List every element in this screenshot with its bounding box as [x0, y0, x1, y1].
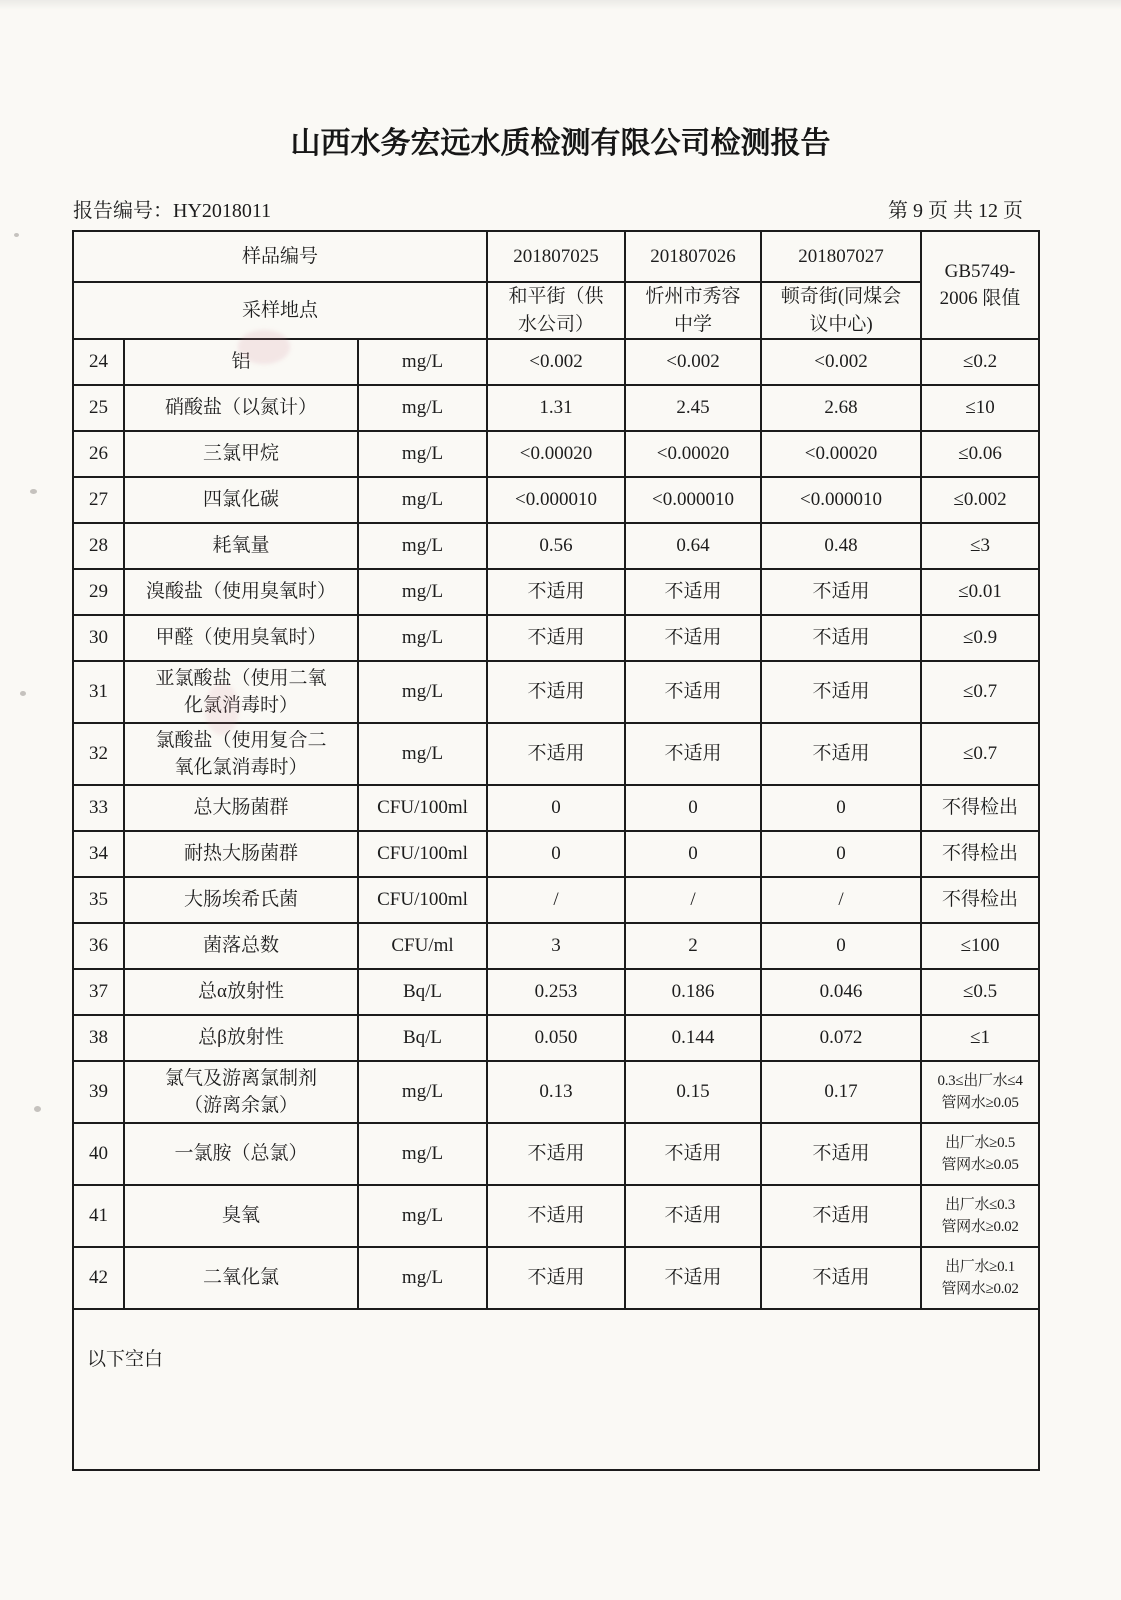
row-number: 41 — [73, 1185, 124, 1247]
param-name: 氯气及游离氯制剂 （游离余氯） — [124, 1061, 358, 1123]
unit: mg/L — [358, 523, 487, 569]
param-name: 三氯甲烷 — [124, 431, 358, 477]
table-row — [73, 1247, 1039, 1309]
value-201807025: 0.13 — [487, 1061, 625, 1123]
value-201807025: 0.253 — [487, 969, 625, 1015]
report-title: 山西水务宏远水质检测有限公司检测报告 — [290, 127, 831, 160]
value-201807025: 不适用 — [487, 723, 625, 785]
unit: mg/L — [358, 431, 487, 477]
value-201807025: / — [487, 877, 625, 923]
table-body — [73, 339, 1039, 1309]
value-201807026: 不适用 — [625, 569, 761, 615]
report-number: 报告编号：HY2018011 — [73, 200, 272, 222]
value-201807025: 不适用 — [487, 1123, 625, 1185]
row-number: 42 — [73, 1247, 124, 1309]
value-201807025: 0.56 — [487, 523, 625, 569]
sample-id-2: 201807026 — [625, 231, 761, 282]
param-name: 总β放射性 — [124, 1015, 358, 1061]
table-row — [73, 385, 1039, 431]
limit: ≤3 — [921, 523, 1039, 569]
unit: Bq/L — [358, 969, 487, 1015]
limit: 出厂水≤0.3 管网水≥0.02 — [921, 1185, 1039, 1247]
row-number: 39 — [73, 1061, 124, 1123]
row-number: 27 — [73, 477, 124, 523]
value-201807025: <0.002 — [487, 339, 625, 385]
value-201807027: 不适用 — [761, 1185, 921, 1247]
value-201807026: 不适用 — [625, 1247, 761, 1309]
limit: ≤100 — [921, 923, 1039, 969]
limit: ≤0.2 — [921, 339, 1039, 385]
value-201807027: 不适用 — [761, 615, 921, 661]
param-name: 硝酸盐（以氮计） — [124, 385, 358, 431]
limit: 出厂水≥0.5 管网水≥0.05 — [921, 1123, 1039, 1185]
header-row-location — [73, 282, 1039, 339]
unit: mg/L — [358, 339, 487, 385]
unit: CFU/100ml — [358, 877, 487, 923]
unit: mg/L — [358, 723, 487, 785]
limit: ≤0.002 — [921, 477, 1039, 523]
table-row — [73, 785, 1039, 831]
limit: ≤0.06 — [921, 431, 1039, 477]
value-201807027: 0.17 — [761, 1061, 921, 1123]
param-name: 甲醛（使用臭氧时） — [124, 615, 358, 661]
unit: mg/L — [358, 385, 487, 431]
row-number: 33 — [73, 785, 124, 831]
table-row — [73, 523, 1039, 569]
limit: ≤1 — [921, 1015, 1039, 1061]
value-201807026: <0.002 — [625, 339, 761, 385]
value-201807025: <0.000010 — [487, 477, 625, 523]
row-number: 37 — [73, 969, 124, 1015]
value-201807026: 0.186 — [625, 969, 761, 1015]
table-row — [73, 569, 1039, 615]
row-number: 31 — [73, 661, 124, 723]
limit: ≤0.01 — [921, 569, 1039, 615]
unit: mg/L — [358, 615, 487, 661]
results-table — [72, 230, 1040, 1471]
value-201807027: 不适用 — [761, 1123, 921, 1185]
value-201807027: 0 — [761, 831, 921, 877]
value-201807026: <0.000010 — [625, 477, 761, 523]
table-row — [73, 1061, 1039, 1123]
value-201807027: 0.072 — [761, 1015, 921, 1061]
param-name: 二氧化氯 — [124, 1247, 358, 1309]
value-201807027: 不适用 — [761, 661, 921, 723]
value-201807026: 不适用 — [625, 661, 761, 723]
param-name: 耐热大肠菌群 — [124, 831, 358, 877]
scan-speck — [14, 233, 19, 237]
value-201807027: 0.48 — [761, 523, 921, 569]
table-row — [73, 477, 1039, 523]
value-201807027: 不适用 — [761, 569, 921, 615]
standard-limit-header: GB5749- 2006 限值 — [921, 231, 1039, 339]
table-row — [73, 1015, 1039, 1061]
row-number: 28 — [73, 523, 124, 569]
value-201807027: 0 — [761, 785, 921, 831]
limit: ≤10 — [921, 385, 1039, 431]
value-201807027: <0.000010 — [761, 477, 921, 523]
value-201807025: 3 — [487, 923, 625, 969]
value-201807027: <0.002 — [761, 339, 921, 385]
scan-speck — [20, 691, 26, 696]
value-201807026: 不适用 — [625, 1185, 761, 1247]
param-name: 总α放射性 — [124, 969, 358, 1015]
unit: mg/L — [358, 1123, 487, 1185]
scan-speck — [30, 489, 37, 494]
sample-id-1: 201807025 — [487, 231, 625, 282]
value-201807025: 不适用 — [487, 1247, 625, 1309]
table-row — [73, 1185, 1039, 1247]
value-201807026: 不适用 — [625, 723, 761, 785]
value-201807026: <0.00020 — [625, 431, 761, 477]
value-201807027: 0.046 — [761, 969, 921, 1015]
scan-smudge — [205, 683, 239, 735]
location-1: 和平街（供 水公司） — [487, 282, 625, 339]
value-201807027: 不适用 — [761, 1247, 921, 1309]
unit: CFU/100ml — [358, 831, 487, 877]
value-201807026: 0.15 — [625, 1061, 761, 1123]
value-201807026: 0 — [625, 785, 761, 831]
limit: ≤0.9 — [921, 615, 1039, 661]
param-name: 一氯胺（总氯） — [124, 1123, 358, 1185]
table-row — [73, 615, 1039, 661]
table-row — [73, 877, 1039, 923]
row-number: 26 — [73, 431, 124, 477]
row-number: 34 — [73, 831, 124, 877]
value-201807025: 0.050 — [487, 1015, 625, 1061]
value-201807025: 0 — [487, 785, 625, 831]
table-header — [73, 231, 1039, 339]
limit: 不得检出 — [921, 877, 1039, 923]
table-row — [73, 923, 1039, 969]
param-name: 氯酸盐（使用复合二 氧化氯消毒时） — [124, 723, 358, 785]
limit: 出厂水≥0.1 管网水≥0.02 — [921, 1247, 1039, 1309]
param-name: 总大肠菌群 — [124, 785, 358, 831]
param-name: 铝 — [124, 339, 358, 385]
value-201807026: / — [625, 877, 761, 923]
limit: 不得检出 — [921, 831, 1039, 877]
row-number: 36 — [73, 923, 124, 969]
limit: ≤0.7 — [921, 723, 1039, 785]
table-row — [73, 431, 1039, 477]
page-indicator: 第 9 页 共 12 页 — [888, 200, 1023, 222]
row-number: 25 — [73, 385, 124, 431]
param-name: 菌落总数 — [124, 923, 358, 969]
value-201807025: 1.31 — [487, 385, 625, 431]
value-201807025: <0.00020 — [487, 431, 625, 477]
value-201807027: 不适用 — [761, 723, 921, 785]
value-201807025: 0 — [487, 831, 625, 877]
value-201807025: 不适用 — [487, 569, 625, 615]
param-name: 臭氧 — [124, 1185, 358, 1247]
unit: mg/L — [358, 1247, 487, 1309]
unit: CFU/ml — [358, 923, 487, 969]
row-number: 29 — [73, 569, 124, 615]
row-number: 35 — [73, 877, 124, 923]
table-row — [73, 969, 1039, 1015]
row-number: 38 — [73, 1015, 124, 1061]
location-3: 顿奇街(同煤会 议中心) — [761, 282, 921, 339]
table-footer — [73, 1309, 1039, 1470]
value-201807026: 2 — [625, 923, 761, 969]
report-meta-line — [73, 194, 1023, 223]
param-name: 四氯化碳 — [124, 477, 358, 523]
value-201807026: 0.64 — [625, 523, 761, 569]
scan-edge-shadow — [0, 0, 1121, 10]
limit: ≤0.7 — [921, 661, 1039, 723]
row-number: 32 — [73, 723, 124, 785]
value-201807025: 不适用 — [487, 1185, 625, 1247]
param-name: 耗氧量 — [124, 523, 358, 569]
limit: ≤0.5 — [921, 969, 1039, 1015]
value-201807027: / — [761, 877, 921, 923]
unit: mg/L — [358, 569, 487, 615]
row-number: 30 — [73, 615, 124, 661]
table-row — [73, 1123, 1039, 1185]
unit: CFU/100ml — [358, 785, 487, 831]
sample-id-3: 201807027 — [761, 231, 921, 282]
table-row — [73, 831, 1039, 877]
value-201807027: <0.00020 — [761, 431, 921, 477]
value-201807025: 不适用 — [487, 615, 625, 661]
limit: 不得检出 — [921, 785, 1039, 831]
value-201807026: 不适用 — [625, 615, 761, 661]
unit: mg/L — [358, 661, 487, 723]
value-201807027: 0 — [761, 923, 921, 969]
blank-row — [73, 1309, 1039, 1470]
value-201807026: 0.144 — [625, 1015, 761, 1061]
location-2: 忻州市秀容 中学 — [625, 282, 761, 339]
scan-speck — [34, 1106, 41, 1112]
sample-id-label: 样品编号 — [73, 231, 487, 282]
header-row-sample-id — [73, 231, 1039, 282]
value-201807026: 0 — [625, 831, 761, 877]
table-row — [73, 339, 1039, 385]
location-label: 采样地点 — [73, 282, 487, 339]
value-201807026: 不适用 — [625, 1123, 761, 1185]
param-name: 溴酸盐（使用臭氧时） — [124, 569, 358, 615]
unit: mg/L — [358, 477, 487, 523]
unit: mg/L — [358, 1061, 487, 1123]
value-201807026: 2.45 — [625, 385, 761, 431]
limit: 0.3≤出厂水≤4 管网水≥0.05 — [921, 1061, 1039, 1123]
value-201807025: 不适用 — [487, 661, 625, 723]
param-name: 亚氯酸盐（使用二氧 化氯消毒时） — [124, 661, 358, 723]
scan-smudge — [238, 330, 290, 364]
param-name: 大肠埃希氏菌 — [124, 877, 358, 923]
row-number: 24 — [73, 339, 124, 385]
unit: mg/L — [358, 1185, 487, 1247]
row-number: 40 — [73, 1123, 124, 1185]
unit: Bq/L — [358, 1015, 487, 1061]
value-201807027: 2.68 — [761, 385, 921, 431]
below-blank-note: 以下空白 — [73, 1309, 1039, 1470]
